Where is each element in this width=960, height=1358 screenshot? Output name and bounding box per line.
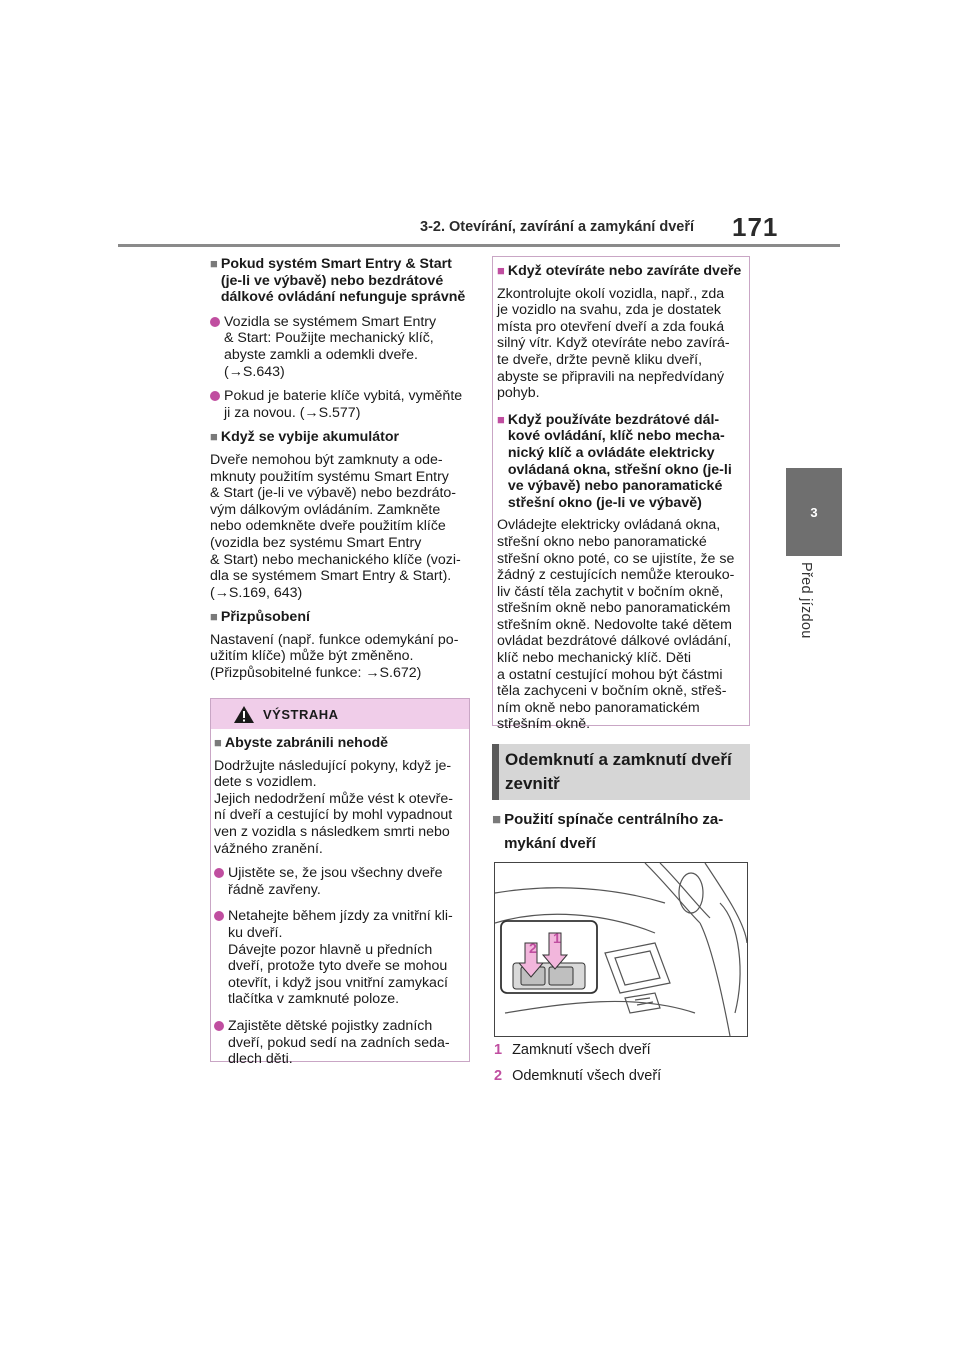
section-heading — [492, 744, 750, 800]
bullet-text: Zajistěte dětské pojistky zadních dveří, pokud sedí na zadních seda- dlech děti. — [228, 1017, 450, 1068]
bullet-text: Vozidla se systémem Smart Entry & Start: Použijte mechanický klíč, abyste zamkli a odemkli dveře. (→S.643) — [224, 313, 437, 380]
warning-triangle-icon — [233, 705, 255, 724]
heading-text: Když se vybije akumulátor — [220, 429, 400, 446]
caption-number: 1 — [494, 1042, 503, 1058]
bullet-text: Pokud je baterie klíče vybitá, vyměňte ji za novou. (→S.577) — [224, 388, 463, 421]
bullet-dot-icon — [214, 911, 224, 921]
caption-text: Zamknutí všech dveří — [512, 1042, 651, 1058]
bullet-dot-icon — [214, 1021, 224, 1031]
left-column — [210, 256, 472, 682]
warning-body — [214, 735, 464, 1068]
subheading-row — [492, 808, 754, 856]
heading-text: Když otevíráte nebo zavíráte dveře — [507, 263, 742, 279]
bullet-dot-icon — [210, 317, 220, 327]
info-box — [492, 256, 750, 733]
heading-text: Použití spínače centrálního za- mykání dveří — [504, 811, 724, 852]
figure-label-1: 1 — [553, 930, 561, 946]
heading-text: Když používáte bezdrátové dál- kové ovládání, klíč nebo mecha- nický klíč a ovládáte elektricky ovládaná okna, střešní okno (je-li ve výbavě) nebo panoramatické střešní okno (je-li ve výbavě) — [507, 411, 732, 511]
caption-item — [494, 1042, 651, 1058]
bullet-item — [210, 388, 472, 421]
bullet-item — [214, 1018, 464, 1068]
bullet-text: Netahejte během jízdy za vnitřní kli- ku dveří. Dávejte pozor hlavně u předních dveří, protože tyto dveře se mohou otevřít, i když jsou vnitřní zamykací tlačítka v zamknuté poloze. — [228, 908, 453, 1008]
chapter-tab: 3 — [786, 468, 842, 556]
bullet-item — [210, 314, 472, 380]
bullet-item — [214, 908, 464, 1008]
heading-smart-entry — [210, 256, 472, 306]
square-bullet-icon: ■ — [210, 609, 218, 625]
figure-label-2: 2 — [529, 940, 537, 956]
chapter-label-text: Před jízdou — [798, 562, 814, 639]
caption-item — [494, 1068, 661, 1084]
square-bullet-icon: ■ — [497, 263, 505, 278]
door-lock-switch-illustration — [494, 862, 748, 1037]
section-title: 3-2. Otevírání, zavírání a zamykání dveří — [420, 219, 695, 235]
heading-text: Přizpůsobení — [220, 609, 310, 626]
bullet-dot-icon — [210, 391, 220, 401]
bullet-text: Ujistěte se, že jsou všechny dveře řádně zavřeny. — [228, 865, 443, 898]
paragraph: Ovládejte elektricky ovládaná okna, střešní okno nebo panoramatické střešní okno poté, co se ujistíte, že se žádný z cestujících nemůže kterouko- liv částí těla zachytit v bočním okně, střešním okně nebo panoramatickém střešním okně. Nedovolte také dětem ovládat bezdrátové dálkové ovládání, klíč nebo mechanický klíč. Děti a ostatní cestující mohou být částmi těla zachyceni v bočním okně, střeš- ním okně nebo panoramatickém střešním okně. — [497, 517, 735, 733]
square-bullet-icon: ■ — [210, 429, 218, 445]
caption-number: 2 — [494, 1068, 503, 1084]
square-bullet-icon: ■ — [492, 811, 502, 828]
paragraph: Dodržujte následující pokyny, když je- dete s vozidlem. Jejich nedodržení může vést k otevře- ní dveří a cestující by mohl vypadnout ven z vozidla s následkem smrti nebo vážného zranění. — [214, 757, 453, 857]
page-number: 171 — [732, 212, 779, 242]
subheading — [492, 808, 754, 856]
bullet-dot-icon — [214, 868, 224, 878]
section-title-text: Odemknutí a zamknutí dveří zevnitř — [505, 750, 732, 793]
heading-text: Pokud systém Smart Entry & Start (je-li ve výbavě) nebo bezdrátové dálkové ovládání nefunguje správně — [220, 256, 466, 306]
warning-box — [210, 698, 470, 1068]
square-bullet-icon: ■ — [214, 735, 222, 750]
bullet-item — [214, 865, 464, 898]
warning-header — [211, 699, 469, 729]
square-bullet-icon: ■ — [497, 411, 505, 427]
paragraph: Zkontrolujte okolí vozidla, např., zda je vozidlo na svahu, zda je dostatek místa pro otevření dveří a zda fouká silný vítr. Když otevíráte nebo zavírá- te dveře, držte pevně kliku dveří, abyste se připravili na nepředvídaný pohyb. — [497, 285, 730, 402]
paragraph: Nastavení (např. funkce odemykání po- užitím klíče) může být změněno. (Přizpůsobitelné funkce: →S.672) — [210, 631, 459, 682]
paragraph: Dveře nemohou být zamknuty a ode- mknuty použitím systému Smart Entry & Start (je-li ve výbavě) nebo bezdráto- vým dálkovým ovládáním. Zamkněte nebo odemkněte dveře použitím klíče (vozidla bez systému Smart Entry & Start) nebo mechanického klíče (vozi- dla se systémem Smart Entry & Start). (→S.169, 643) — [210, 451, 461, 601]
header-rule — [118, 244, 840, 247]
square-bullet-icon: ■ — [210, 256, 218, 271]
caption-text: Odemknutí všech dveří — [512, 1068, 662, 1084]
info-heading — [497, 263, 745, 280]
warning-heading — [214, 735, 464, 752]
heading-customization — [210, 609, 472, 626]
warning-title: VÝSTRAHA — [263, 707, 339, 722]
illustration-drawing — [495, 863, 747, 1036]
heading-text: Abyste zabránili nehodě — [224, 735, 389, 751]
chapter-label — [784, 562, 844, 662]
info-body — [497, 263, 745, 733]
section-bar — [492, 744, 499, 800]
heading-battery — [210, 429, 472, 446]
info-heading — [497, 412, 745, 512]
